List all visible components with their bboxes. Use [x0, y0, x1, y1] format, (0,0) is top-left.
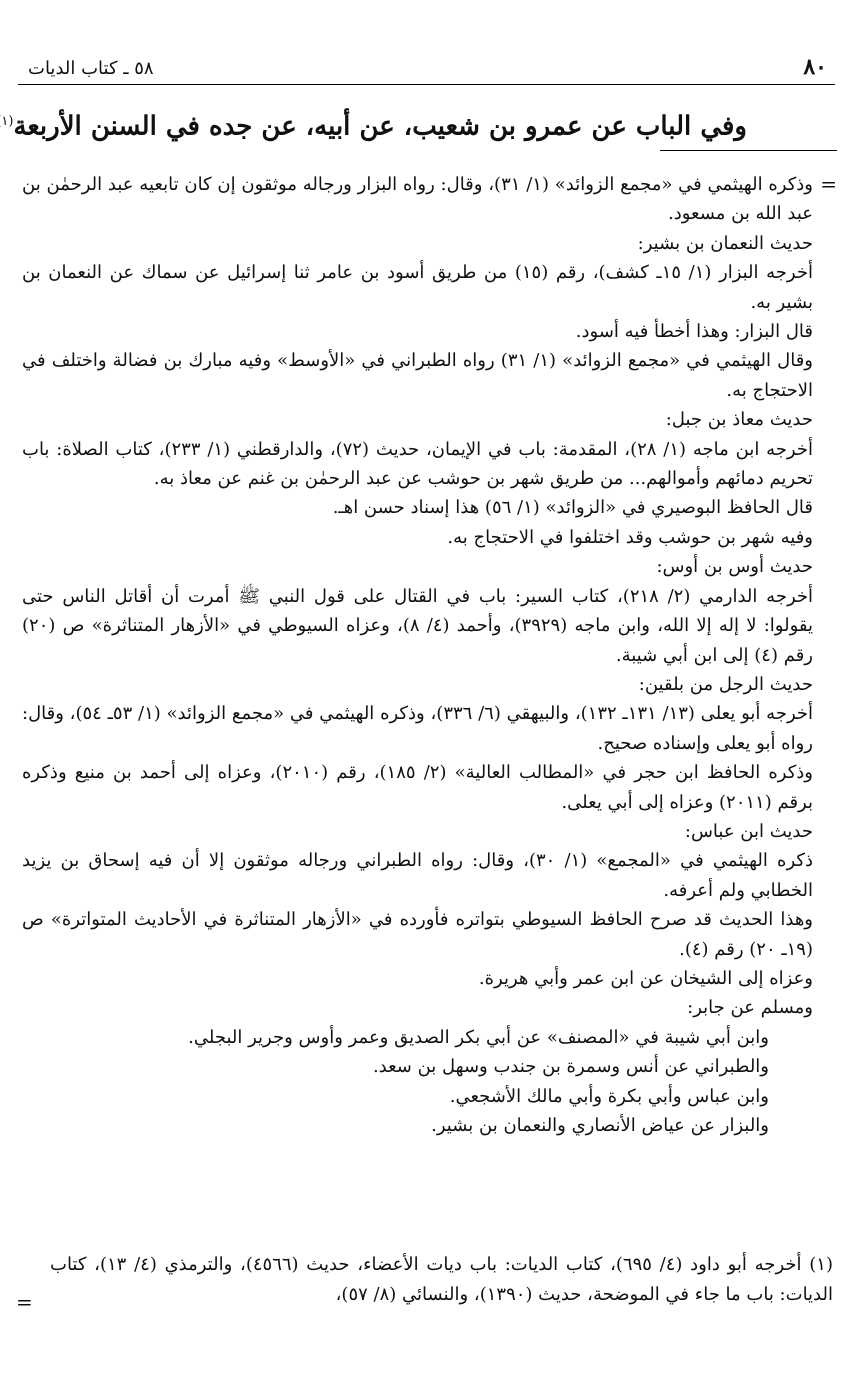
footnotes-section	[50, 1250, 833, 1310]
note-paragraph: أخرجه الدارمي (٢/ ٢١٨)، كتاب السير: باب في القتال على قول النبي ﷺ أمرت أن أقاتل الناس حتى يقولوا: لا إله إلا الله، وابن ماجه (٣٩٢٩)، وأحمد (٤/ ٨)، وعزاه السيوطي في «الأزهار المتناثرة» ص (٢٠) رقم (٤) إلى ابن أبي شيبة.	[22, 585, 814, 666]
note-paragraph: أخرجه البزار (١/ ١٥ـ كشف)، رقم (١٥) من طريق أسود بن عامر ثنا إسرائيل عن سماك عن النعمان بن بشير به.	[22, 262, 813, 313]
note-paragraph: ذكره الهيثمي في «المجمع» (١/ ٣٠)، وقال: رواه الطبراني ورجاله موثقون إلا أن فيه إسحاق بن يزيد الخطابي ولم أعرفه.	[22, 850, 813, 901]
note-paragraph: أخرجه ابن ماجه (١/ ٢٨)، المقدمة: باب في الإيمان، حديث (٧٢)، والدارقطني (١/ ٢٣٣)، كتاب الصلاة: باب تحريم دمائهم وأموالهم... من طريق شهر بن حوشب عن عبد الرحمٰن بن غنم عن معاذ به.	[22, 438, 813, 490]
note-heading: حديث النعمان بن بشير:	[637, 232, 813, 254]
footnote-separator	[660, 150, 837, 151]
note-paragraph: قال البزار: وهذا أخطأ فيه أسود.	[575, 321, 813, 343]
note-heading: حديث أوس بن أوس:	[656, 556, 813, 578]
note-paragraph: وقال الهيثمي في «مجمع الزوائد» (١/ ٣١) رواه الطبراني في «الأوسط» وفيه مبارك بن فضالة واختلف في الاحتجاج به.	[22, 350, 814, 401]
note-list-item: والطبراني عن أنس وسمرة بن جندب وسهل بن سعد.	[372, 1056, 769, 1078]
continuation-mark: =	[820, 172, 837, 196]
note-list-item: وابن أبي شيبة في «المصنف» عن أبي بكر الصديق وعمر وأوس وجرير البجلي.	[188, 1026, 769, 1048]
running-head: ٥٨ ـ كتاب الديات	[28, 58, 154, 79]
note-list-item: وابن عباس وأبي بكرة وأبي مالك الأشجعي.	[449, 1085, 769, 1107]
footnote-number: (١)	[809, 1254, 833, 1275]
notes-section	[22, 170, 813, 1140]
footnote-reference: (١	[1, 114, 14, 129]
note-paragraph: وذكره الهيثمي في «مجمع الزوائد» (١/ ٣١)، وقال: رواه البزار ورجاله موثقون إن كان تابعيه عبد الرحمٰن بن عبد الله بن مسعود.	[22, 174, 813, 225]
continuation-mark-end: =	[16, 1290, 33, 1314]
note-heading: حديث معاذ بن جبل:	[665, 409, 813, 431]
main-text-before-note: وفي الباب عن عمرو بن شعيب، عن أبيه، عن جده في السنن الأربعة	[13, 111, 747, 142]
footnote	[50, 1250, 833, 1310]
page-number: ٨٠	[803, 54, 827, 80]
note-paragraph: أخرجه أبو يعلى (١٣/ ١٣١ـ ١٣٢)، والبيهقي (٦/ ٣٣٦)، وذكره الهيثمي في «مجمع الزوائد» (١/ ٥٣ـ ٥٤)، وقال: رواه أبو يعلى وإسناده صحيح.	[22, 703, 814, 754]
page-header	[20, 52, 835, 86]
note-paragraph: وذكره الحافظ ابن حجر في «المطالب العالية» (٢/ ١٨٥)، رقم (٢٠١٠)، وعزاه إلى أحمد بن منيع وذكره برقم (٢٠١١) وعزاه إلى أبي يعلى.	[22, 762, 813, 813]
header-divider	[18, 84, 835, 85]
main-text	[1, 92, 747, 157]
note-paragraph: ومسلم عن جابر:	[687, 997, 813, 1019]
note-paragraph: وهذا الحديث قد صرح الحافظ السيوطي بتواتره فأورده في «الأزهار المتناثرة في الأحاديث المتواترة» ص (١٩ـ ٢٠) رقم (٤).	[22, 909, 813, 960]
note-heading: حديث الرجل من بلقين:	[638, 673, 813, 695]
note-paragraph: وفيه شهر بن حوشب وقد اختلفوا في الاحتجاج به.	[447, 526, 813, 548]
note-paragraph: وعزاه إلى الشيخان عن ابن عمر وأبي هريرة.	[478, 967, 813, 989]
note-list-item: والبزار عن عياض الأنصاري والنعمان بن بشير.	[431, 1115, 769, 1136]
footnote-text: أخرجه أبو داود (٤/ ٦٩٥)، كتاب الديات: باب ديات الأعضاء، حديث (٤٥٦٦)، والترمذي (٤/ ١٣)، كتاب الديات: باب ما جاء في الموضحة، حديث (١٣٩٠)، والنسائي (٨/ ٥٧)،	[50, 1254, 833, 1305]
note-heading: حديث ابن عباس:	[684, 820, 813, 842]
note-paragraph: قال الحافظ البوصيري في «الزوائد» (١/ ٥٦) هذا إسناد حسن اهـ.	[332, 497, 813, 519]
